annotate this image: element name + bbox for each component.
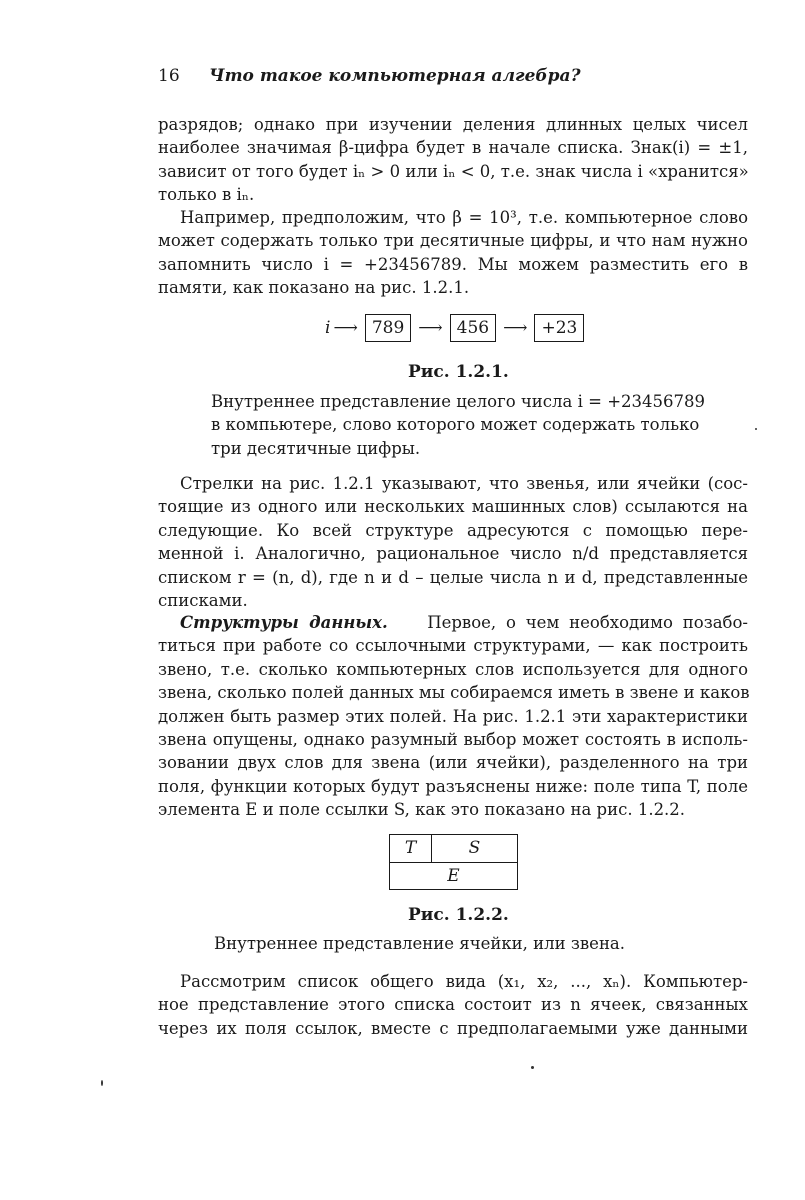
arrow-icon: ⟶ [503,318,528,338]
text-line: наиболее значимая β-цифра будет в начале списка. Знак(i) = ±1, [158,138,748,158]
link-field: S [468,838,481,858]
linked-list-figure [325,313,588,343]
paragraph-4 [158,611,748,822]
list-cell: 456 [450,314,496,342]
text-line: поля, функции которых будут разъяснены ниже: поле типа T, поле [158,776,748,796]
text-line: должен быть размер этих полей. На рис. 1.2.1 эти характеристики [158,706,748,726]
text-line: Стрелки на рис. 1.2.1 указывают, что звенья, или ячейки (сос- [180,474,748,493]
text-line: может содержать только три десятичные цифры, и что нам нужно [158,231,748,251]
cell-top-row [390,835,517,863]
running-title: Что такое компьютерная алгебра? [209,66,581,86]
type-field: T [390,835,432,862]
text-line: элемента E и поле ссылки S, как это показано на рис. 1.2.2. [158,800,686,820]
cell-structure-figure [389,834,518,890]
text-line: звено, т.е. сколько компьютерных слов используется для одного [158,659,748,679]
figure-1-caption [211,390,705,460]
section-heading: Структуры данных. [180,613,388,632]
text-line: звена опущены, однако разумный выбор может состоять в исполь- [158,730,748,750]
text-line: памяти, как показано на рис. 1.2.1. [158,278,470,298]
page-number: 16 [158,66,180,86]
list-head-variable: i [325,318,331,338]
list-cell: +23 [534,314,584,342]
list-cell: 789 [365,314,411,342]
text-line: только в iₙ. [158,185,255,205]
figure-2-title: Рис. 1.2.2. [408,905,509,925]
arrow-icon: ⟶ [418,318,443,338]
paragraph-2 [158,206,748,300]
paragraph-5 [158,970,748,1040]
figure-1-title: Рис. 1.2.1. [408,362,509,382]
text-fragment: Первое, о чем необходимо позабо- [427,613,748,632]
text-line: звена, сколько полей данных мы собираемся иметь в звене и каков [158,683,750,703]
scan-speck [531,1066,534,1069]
text-line: разрядов; однако при изучении деления длинных целых чисел [158,115,748,134]
page-header [158,66,581,86]
caption-line: три десятичные цифры. [211,438,421,458]
text-line: через их поля ссылок, вместе с предполагаемыми уже данными [158,1018,748,1038]
text-line: списком r = (n, d), где n и d – целые числа n и d, представленные [158,567,748,587]
text-line [158,611,748,634]
text-line: ное представление этого списка состоит из n ячеек, связанных [158,995,748,1015]
text-line: Например, предположим, что β = 10³, т.е. компьютерное слово [180,208,748,227]
text-line: тоящие из одного или нескольких машинных слов) ссылаются на [158,497,748,517]
text-line: менной i. Аналогично, рациональное число n/d представляется [158,544,748,564]
text-line: следующие. Ко всей структуре адресуются с помощью пере- [158,520,748,540]
text-line: зависит от того будет iₙ > 0 или iₙ < 0, т.е. знак числа i «хранится» [158,161,749,181]
text-line: запомнить число i = +23456789. Мы можем разместить его в [158,254,748,274]
scan-speck [755,428,757,430]
caption-line: Внутреннее представление целого числа i = +23456789 [211,392,706,411]
paragraph-3 [158,472,748,612]
arrow-icon: ⟶ [333,318,358,338]
text-line: титься при работе со ссылочными структурами, — как построить [158,636,748,656]
element-field: E [447,866,460,886]
caption-line: в компьютере, слово которого может содержать только [211,415,700,435]
text-line: зовании двух слов для звена (или ячейки), разделенного на три [158,753,748,773]
text-line: Рассмотрим список общего вида (x₁, x₂, ..., xₙ). Компьютер- [180,972,748,991]
text-line: списками. [158,591,248,611]
paragraph-1 [158,113,748,207]
scan-speck [101,1080,103,1086]
figure-2-caption: Внутреннее представление ячейки, или звена. [214,934,626,953]
